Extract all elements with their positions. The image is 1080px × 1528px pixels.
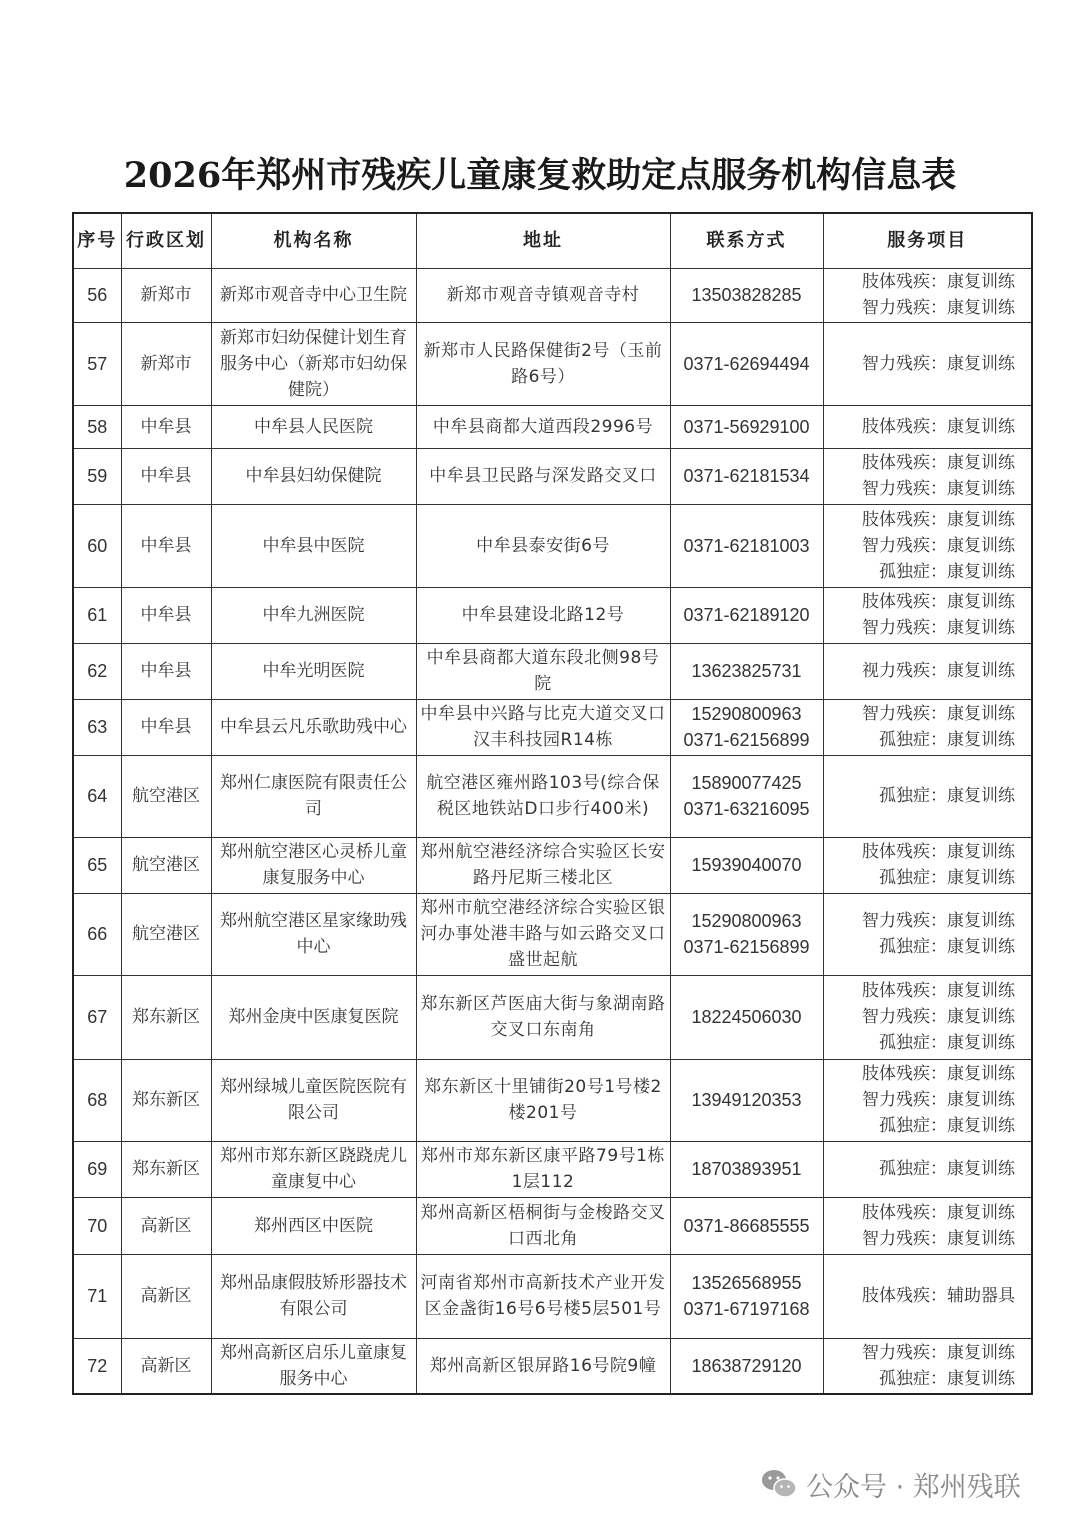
cell-district: 高新区	[121, 1197, 211, 1254]
cell-contact	[670, 268, 823, 322]
phone-number: 13526568955	[691, 1273, 802, 1293]
phone-number: 0371-56929100	[683, 416, 810, 437]
cell-serial-number: 71	[73, 1254, 121, 1338]
cell-service	[823, 1141, 1032, 1197]
cell-service	[823, 268, 1032, 322]
cell-contact	[670, 587, 823, 643]
cell-serial-number: 60	[73, 504, 121, 587]
cell-district: 中牟县	[121, 448, 211, 504]
cell-service	[823, 1059, 1032, 1141]
cell-serial-number: 69	[73, 1141, 121, 1197]
phone-number: 18638729120	[691, 1355, 802, 1376]
cell-address: 中牟县建设北路12号	[416, 587, 670, 643]
cell-district: 航空港区	[121, 755, 211, 837]
service-item: 智力残疾：康复训练	[862, 479, 1015, 499]
cell-district: 中牟县	[121, 699, 211, 755]
service-item: 肢体残疾：康复训练	[862, 1064, 1015, 1084]
cell-contact	[670, 893, 823, 975]
service-item: 孤独症：康复训练	[879, 868, 1015, 888]
cell-contact	[670, 837, 823, 893]
wechat-icon	[760, 1468, 798, 1500]
service-item: 孤独症：康复训练	[879, 1116, 1015, 1136]
cell-institution-name: 中牟县妇幼保健院	[211, 448, 416, 504]
cell-district: 高新区	[121, 1338, 211, 1394]
service-item: 肢体残疾：康复训练	[862, 1202, 1015, 1223]
cell-service	[823, 504, 1032, 587]
header-service: 服务项目	[823, 213, 1032, 268]
info-table	[72, 212, 1033, 1395]
service-item: 孤独症：康复训练	[879, 1033, 1015, 1053]
cell-institution-name: 中牟县云凡乐歌助残中心	[211, 699, 416, 755]
cell-district: 郑东新区	[121, 1059, 211, 1141]
cell-contact	[670, 975, 823, 1059]
header-district: 行政区划	[121, 213, 211, 268]
table-row	[73, 587, 1032, 643]
cell-address: 河南省郑州市高新技术产业开发区金盏街16号6号楼5层501号	[416, 1254, 670, 1338]
cell-address: 新郑市观音寺镇观音寺村	[416, 268, 670, 322]
cell-service	[823, 755, 1032, 837]
service-item: 肢体残疾：康复训练	[862, 981, 1015, 1001]
cell-address: 新郑市人民路保健街2号（玉前路6号）	[416, 322, 670, 405]
table-row	[73, 1141, 1032, 1197]
phone-number: 18703893951	[691, 1159, 802, 1179]
cell-service	[823, 1254, 1032, 1338]
cell-institution-name: 郑州仁康医院有限责任公司	[211, 755, 416, 837]
cell-address: 中牟县商都大道西段2996号	[416, 405, 670, 448]
service-item: 肢体残疾：康复训练	[862, 592, 1015, 612]
cell-service	[823, 1197, 1032, 1254]
service-item: 智力残疾：康复训练	[862, 618, 1015, 638]
cell-district: 中牟县	[121, 405, 211, 448]
cell-serial-number: 68	[73, 1059, 121, 1141]
cell-service	[823, 699, 1032, 755]
cell-institution-name: 中牟县中医院	[211, 504, 416, 587]
service-item: 孤独症：康复训练	[879, 561, 1015, 582]
header-address: 地址	[416, 213, 670, 268]
cell-address: 中牟县卫民路与深发路交叉口	[416, 448, 670, 504]
service-item: 肢体残疾：康复训练	[862, 509, 1015, 530]
cell-institution-name: 郑州西区中医院	[211, 1197, 416, 1254]
cell-contact	[670, 322, 823, 405]
cell-serial-number: 67	[73, 975, 121, 1059]
cell-serial-number: 72	[73, 1338, 121, 1394]
phone-number: 18224506030	[691, 1007, 802, 1027]
cell-serial-number: 65	[73, 837, 121, 893]
footer-text: 公众号 · 郑州残联	[806, 1471, 1021, 1503]
cell-serial-number: 64	[73, 755, 121, 837]
table-row	[73, 837, 1032, 893]
cell-service	[823, 975, 1032, 1059]
cell-serial-number: 70	[73, 1197, 121, 1254]
cell-institution-name: 郑州绿城儿童医院医院有限公司	[211, 1059, 416, 1141]
cell-serial-number: 57	[73, 322, 121, 405]
cell-address: 郑州高新区梧桐街与金梭路交叉口西北角	[416, 1197, 670, 1254]
cell-service	[823, 1338, 1032, 1394]
cell-serial-number: 62	[73, 643, 121, 699]
service-item: 智力残疾：康复训练	[862, 298, 1015, 318]
cell-district: 航空港区	[121, 837, 211, 893]
cell-contact	[670, 405, 823, 448]
cell-service	[823, 837, 1032, 893]
cell-district: 郑东新区	[121, 1141, 211, 1197]
cell-address: 郑州航空港经济综合实验区长安路丹尼斯三楼北区	[416, 837, 670, 893]
service-item: 智力残疾：康复训练	[862, 1228, 1015, 1249]
cell-contact	[670, 448, 823, 504]
cell-district: 航空港区	[121, 893, 211, 975]
cell-district: 中牟县	[121, 643, 211, 699]
page-title: 2026年郑州市残疾儿童康复救助定点服务机构信息表	[123, 155, 957, 196]
cell-service	[823, 405, 1032, 448]
service-item: 孤独症：康复训练	[879, 937, 1015, 957]
cell-institution-name: 郑州品康假肢矫形器技术有限公司	[211, 1254, 416, 1338]
table-header-row	[73, 213, 1032, 268]
table-row	[73, 322, 1032, 405]
cell-district: 中牟县	[121, 504, 211, 587]
cell-contact	[670, 1141, 823, 1197]
cell-institution-name: 中牟县人民医院	[211, 405, 416, 448]
cell-contact	[670, 504, 823, 587]
service-item: 智力残疾：康复训练	[862, 1007, 1015, 1027]
cell-service	[823, 322, 1032, 405]
cell-district: 中牟县	[121, 587, 211, 643]
table-row	[73, 1059, 1032, 1141]
service-item: 肢体残疾：康复训练	[862, 416, 1015, 437]
phone-number: 0371-67197168	[683, 1299, 810, 1319]
service-item: 肢体残疾：康复训练	[862, 453, 1015, 473]
table-row	[73, 405, 1032, 448]
cell-institution-name: 中牟光明医院	[211, 643, 416, 699]
phone-number: 0371-86685555	[683, 1215, 810, 1236]
service-item: 视力残疾：康复训练	[862, 661, 1015, 681]
cell-district: 新郑市	[121, 322, 211, 405]
cell-serial-number: 59	[73, 448, 121, 504]
service-item: 智力残疾：康复训练	[862, 704, 1015, 724]
table-row	[73, 1338, 1032, 1394]
cell-institution-name: 郑州航空港区星家缘助残中心	[211, 893, 416, 975]
cell-service	[823, 893, 1032, 975]
cell-address: 郑州高新区银屏路16号院9幢	[416, 1338, 670, 1394]
cell-serial-number: 61	[73, 587, 121, 643]
phone-number: 0371-62156899	[683, 937, 810, 957]
table-row	[73, 1197, 1032, 1254]
phone-number: 13623825731	[691, 661, 802, 681]
table-row	[73, 893, 1032, 975]
cell-district: 郑东新区	[121, 975, 211, 1059]
cell-address: 中牟县中兴路与比克大道交叉口汉丰科技园R14栋	[416, 699, 670, 755]
phone-number: 15290800963	[691, 704, 802, 724]
phone-number: 15290800963	[691, 911, 802, 931]
cell-contact	[670, 1338, 823, 1394]
cell-institution-name: 郑州航空港区心灵桥儿童康复服务中心	[211, 837, 416, 893]
cell-address: 中牟县泰安街6号	[416, 504, 670, 587]
cell-address: 中牟县商都大道东段北侧98号院	[416, 643, 670, 699]
cell-institution-name: 郑州高新区启乐儿童康复服务中心	[211, 1338, 416, 1394]
table-row	[73, 448, 1032, 504]
phone-number: 0371-63216095	[683, 799, 810, 819]
phone-number: 0371-62181003	[683, 535, 810, 556]
cell-serial-number: 58	[73, 405, 121, 448]
phone-number: 0371-62694494	[683, 353, 810, 374]
cell-serial-number: 63	[73, 699, 121, 755]
service-item: 孤独症：康复训练	[879, 1159, 1015, 1179]
service-item: 智力残疾：康复训练	[862, 353, 1015, 374]
service-item: 孤独症：康复训练	[879, 786, 1015, 806]
phone-number: 0371-62156899	[683, 730, 810, 750]
cell-serial-number: 56	[73, 268, 121, 322]
cell-contact	[670, 1059, 823, 1141]
table-row	[73, 643, 1032, 699]
cell-contact	[670, 643, 823, 699]
cell-district: 高新区	[121, 1254, 211, 1338]
footer-watermark	[760, 1462, 1060, 1506]
table-body	[73, 268, 1032, 1394]
cell-service	[823, 587, 1032, 643]
phone-number: 13503828285	[691, 285, 802, 305]
cell-district: 新郑市	[121, 268, 211, 322]
table-row	[73, 504, 1032, 587]
phone-number: 13949120353	[691, 1090, 802, 1110]
service-item: 孤独症：康复训练	[879, 730, 1015, 750]
cell-contact	[670, 755, 823, 837]
cell-contact	[670, 1254, 823, 1338]
cell-service	[823, 643, 1032, 699]
service-item: 智力残疾：康复训练	[862, 911, 1015, 931]
cell-serial-number: 66	[73, 893, 121, 975]
service-item: 智力残疾：康复训练	[862, 535, 1015, 556]
phone-number: 15939040070	[691, 855, 802, 875]
service-item: 肢体残疾：康复训练	[862, 272, 1015, 292]
cell-address: 郑州市郑东新区康平路79号1栋1层112	[416, 1141, 670, 1197]
phone-number: 0371-62189120	[683, 605, 810, 625]
table-row	[73, 268, 1032, 322]
cell-address: 郑东新区十里铺街20号1号楼2楼201号	[416, 1059, 670, 1141]
cell-institution-name: 郑州市郑东新区跷跷虎儿童康复中心	[211, 1141, 416, 1197]
cell-institution-name: 郑州金庚中医康复医院	[211, 975, 416, 1059]
phone-number: 15890077425	[691, 773, 802, 793]
cell-address: 郑州市航空港经济综合实验区银河办事处港丰路与如云路交叉口盛世起航	[416, 893, 670, 975]
cell-institution-name: 新郑市观音寺中心卫生院	[211, 268, 416, 322]
table-row	[73, 699, 1032, 755]
cell-contact	[670, 699, 823, 755]
cell-address: 航空港区雍州路103号(综合保税区地铁站D口步行400米)	[416, 755, 670, 837]
table-row	[73, 755, 1032, 837]
service-item: 肢体残疾：辅助器具	[862, 1286, 1015, 1306]
service-item: 孤独症：康复训练	[879, 1368, 1015, 1389]
cell-institution-name: 中牟九洲医院	[211, 587, 416, 643]
table-row	[73, 1254, 1032, 1338]
header-contact: 联系方式	[670, 213, 823, 268]
phone-number: 0371-62181534	[683, 466, 810, 486]
table-row	[73, 975, 1032, 1059]
cell-address: 郑东新区芦医庙大街与象湖南路交叉口东南角	[416, 975, 670, 1059]
cell-institution-name: 新郑市妇幼保健计划生育服务中心（新郑市妇幼保健院）	[211, 322, 416, 405]
cell-contact	[670, 1197, 823, 1254]
header-serial-number: 序号	[73, 213, 121, 268]
service-item: 智力残疾：康复训练	[862, 1090, 1015, 1110]
header-institution-name: 机构名称	[211, 213, 416, 268]
service-item: 肢体残疾：康复训练	[862, 842, 1015, 862]
cell-service	[823, 448, 1032, 504]
service-item: 智力残疾：康复训练	[862, 1342, 1015, 1363]
